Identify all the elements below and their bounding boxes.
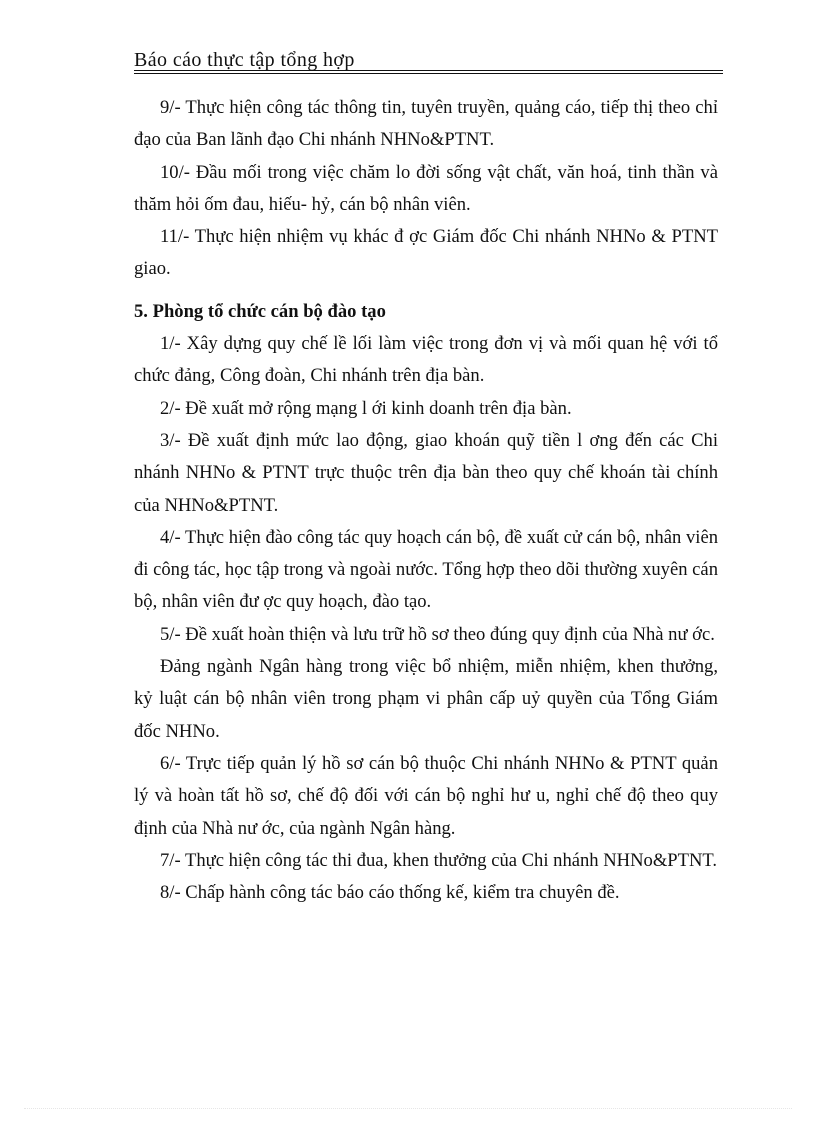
paragraph-item-9: 9/- Thực hiện công tác thông tin, tuyên truyền, quảng cáo, tiếp thị theo chỉ đạo của Ban lãnh đạo Chi nhánh NHNo&PTNT. — [134, 97, 718, 151]
paragraph-item-5: 5/- Đề xuất hoàn thiện và lưu trữ hồ sơ theo đúng quy định của Nhà nư ớc. — [160, 623, 715, 645]
paragraph-item-2: 2/- Đề xuất mở rộng mạng l ới kinh doanh trên địa bàn. — [160, 397, 572, 419]
paragraph-item-4: 4/- Thực hiện đào công tác quy hoạch cán bộ, đề xuất cử cán bộ, nhân viên đi công tác, học tập trong và ngoài nước. Tổng hợp theo dõi thường xuyên cán bộ, nhân viên đư ợc quy hoạch, đào tạo. — [134, 526, 718, 613]
running-header: Báo cáo thực tập tổng hợp — [134, 49, 355, 71]
paragraph-item-3: 3/- Đề xuất định mức lao động, giao khoán quỹ tiền l ơng đến các Chi nhánh NHNo & PTNT trực thuộc trên địa bàn theo quy chế khoán tài chính của NHNo&PTNT. — [134, 429, 718, 516]
paragraph-item-6: 6/- Trực tiếp quản lý hồ sơ cán bộ thuộc Chi nhánh NHNo & PTNT quản lý và hoàn tất hồ sơ, chế độ đối với cán bộ nghỉ hư u, nghỉ chế độ theo quy định của Nhà nư ớc, của ngành Ngân hàng. — [134, 752, 718, 839]
paragraph-continuation: Đảng ngành Ngân hàng trong việc bổ nhiệm, miễn nhiệm, khen thưởng, kỷ luật cán bộ nhân viên trong phạm vi phân cấp uỷ quyền của Tổng Giám đốc NHNo. — [134, 656, 718, 742]
section-heading: 5. Phòng tổ chức cán bộ đào tạo — [134, 300, 386, 322]
header-rule-thin — [134, 73, 723, 74]
header-rule-thick — [134, 70, 723, 71]
paragraph-item-8: 8/- Chấp hành công tác báo cáo thống kế, kiểm tra chuyên đề. — [160, 882, 620, 904]
paragraph-item-10: 10/- Đầu mối trong việc chăm lo đời sống vật chất, văn hoá, tinh thần và thăm hỏi ốm đau, hiếu- hỷ, cán bộ nhân viên. — [134, 161, 718, 215]
paragraph-item-1: 1/- Xây dựng quy chế lề lối làm việc trong đơn vị và mối quan hệ với tổ chức đảng, Công đoàn, Chi nhánh trên địa bàn. — [134, 333, 718, 387]
page-bottom-border — [24, 1108, 792, 1109]
paragraph-item-11: 11/- Thực hiện nhiệm vụ khác đ ợc Giám đốc Chi nhánh NHNo & PTNT giao. — [134, 226, 718, 280]
paragraph-item-7: 7/- Thực hiện công tác thi đua, khen thưởng của Chi nhánh NHNo&PTNT. — [160, 849, 718, 871]
document-body — [134, 92, 718, 909]
